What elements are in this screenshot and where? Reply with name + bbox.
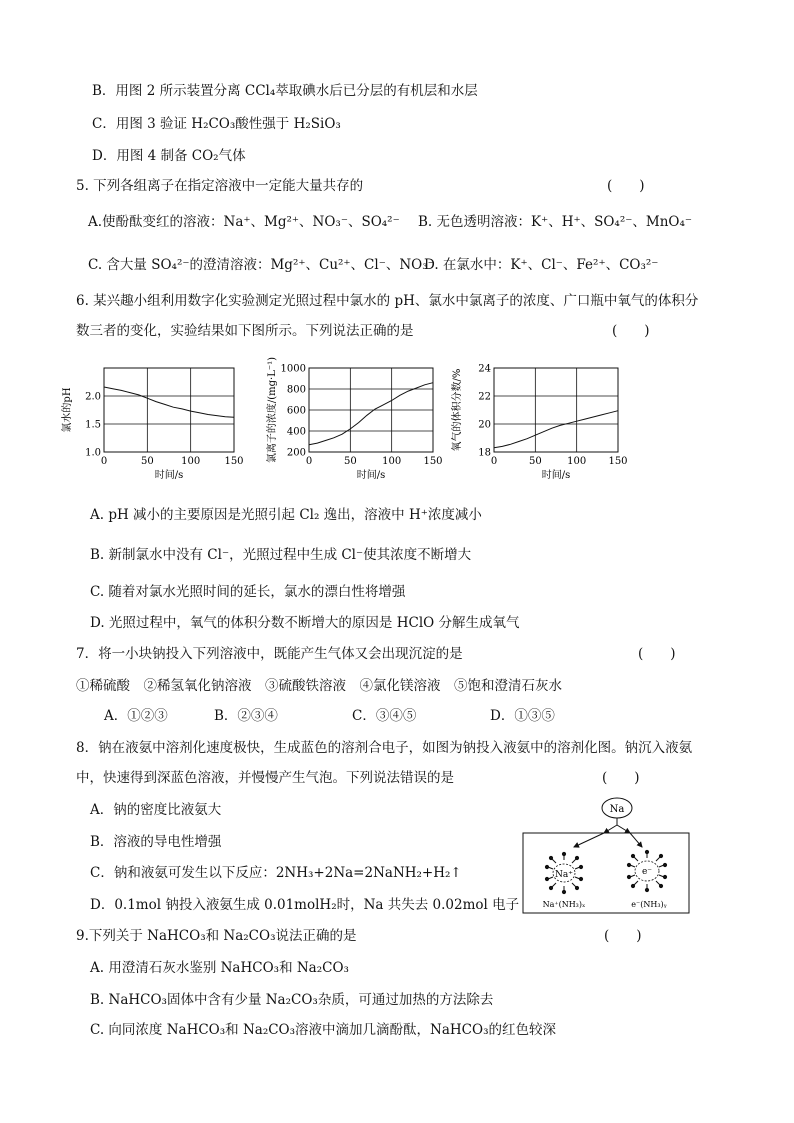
chart-1-series-line [104, 387, 234, 417]
chart-2-y-tick: 600 [286, 405, 306, 417]
q7-option-c: C．③④⑤ [352, 708, 417, 724]
q9-option-c: C. 向同浓度 NaHCO₃和 Na₂CO₃溶液中滴加几滴酚酞，NaHCO₃的红色较深 [90, 1022, 556, 1038]
na-atom-label: Na [609, 804, 625, 815]
electron-label: e⁻ [641, 867, 653, 877]
chart-1-y-tick: 2.0 [85, 391, 101, 403]
q7-option-a: A．①②③ [104, 708, 168, 724]
q7-items: ①稀硫酸 ②稀氢氧化钠溶液 ③硫酸铁溶液 ④氯化镁溶液 ⑤饱和澄清石灰水 [76, 678, 562, 694]
q7-option-d: D．①③⑤ [490, 708, 555, 724]
q4-option-b: B．用图 2 所示装置分离 CCl₄萃取碘水后已分层的有机层和水层 [92, 83, 478, 99]
chart-2-y-tick: 200 [286, 447, 306, 459]
q8-stem-line1: 8．钠在液氨中溶剂化速度极快，生成蓝色的溶剂合电子，如图为钠投入液氨中的溶剂化图。钠沉入液氨 [76, 740, 693, 756]
q8-option-d: D．0.1mol 钠投入液氨生成 0.01molH₂时，Na 共失去 0.02mol 电子 [90, 897, 520, 913]
chart-2-x-tick: 150 [423, 456, 443, 467]
q8-stem-line2: 中，快速得到深蓝色溶液，并慢慢产生气泡。下列说法错误的是 [76, 770, 454, 786]
q5-stem: 5. 下列各组离子在指定溶液中一定能大量共存的 [76, 178, 364, 194]
chart-1-frame [104, 368, 234, 452]
chart-2-x-tick: 0 [305, 456, 313, 467]
chart-2-y-label: 氯离子的浓度/(mg·L⁻¹) [267, 356, 278, 464]
q6-option-a: A. pH 减小的主要原因是光照引起 Cl₂ 逸出，溶液中 H⁺浓度减小 [90, 507, 482, 523]
q7-stem: 7．将一小块钠投入下列溶液中，既能产生气体又会出现沉淀的是 [76, 646, 463, 662]
chart-1-x-tick: 0 [100, 456, 108, 467]
q5-option-b: B. 无色透明溶液：K⁺、H⁺、SO₄²⁻、MnO₄⁻ [418, 214, 693, 230]
chart-3-frame [494, 368, 618, 452]
q6-charts [0, 350, 794, 490]
q9-option-a: A. 用澄清石灰水鉴别 NaHCO₃和 Na₂CO₃ [90, 960, 349, 976]
chart-3-x-label: 时间/s [541, 470, 571, 481]
chart-1-x-tick: 150 [224, 456, 244, 467]
q9-option-b: B. NaHCO₃固体中含有少量 Na₂CO₃杂质，可通过加热的方法除去 [90, 992, 494, 1008]
q5-option-a: A.使酚酞变红的溶液：Na⁺、Mg²⁺、NO₃⁻、SO₄²⁻ [88, 214, 400, 230]
chart-2-x-tick: 50 [343, 456, 357, 467]
chart-1-x-tick: 100 [181, 456, 201, 467]
q6-option-b: B. 新制氯水中没有 Cl⁻，光照过程中生成 Cl⁻使其浓度不断增大 [90, 547, 472, 563]
q9-stem: 9.下列关于 NaHCO₃和 Na₂CO₃说法正确的是 [76, 928, 357, 944]
q5-option-d: D. 在氯水中：K⁺、Cl⁻、Fe²⁺、CO₃²⁻ [424, 257, 659, 273]
chart-1-y-tick: 1.0 [85, 447, 101, 459]
arrow-right [617, 825, 630, 833]
chart-3-y-tick: 20 [478, 419, 491, 431]
chart-1-y-label: 氯水的pH [62, 387, 73, 433]
q5-answer-paren: ( ) [607, 178, 645, 194]
q4-option-c: C．用图 3 验证 H₂CO₃酸性强于 H₂SiO₃ [92, 116, 341, 132]
chart-3-x-tick: 50 [528, 456, 542, 467]
chart-3-x-tick: 150 [608, 456, 628, 467]
q6-answer-paren: ( ) [612, 323, 650, 339]
chart-1-x-label: 时间/s [154, 470, 184, 481]
chart-3-y-tick: 22 [478, 391, 491, 403]
chart-2-y-tick: 1000 [280, 363, 306, 375]
chart-3-x-tick: 0 [490, 456, 498, 467]
q9-answer-paren: ( ) [604, 928, 642, 944]
chart-1-y-tick: 1.5 [85, 419, 101, 431]
chart-3-x-tick: 100 [567, 456, 587, 467]
q8-option-b: B．溶液的导电性增强 [90, 834, 222, 850]
chart-2-x-label: 时间/s [356, 470, 386, 481]
chart-2-x-tick: 100 [382, 456, 402, 467]
arrow-left [604, 825, 617, 833]
chart-1-x-tick: 50 [140, 456, 154, 467]
chart-3-series-line [494, 411, 618, 448]
q8-option-c: C．钠和液氨可发生以下反应：2NH₃+2Na=2NaNH₂+H₂↑ [90, 865, 462, 881]
q7-answer-paren: ( ) [638, 646, 676, 662]
na-ammonia-label: Na⁺(NH₃)ₓ [542, 900, 586, 909]
q6-stem-line2: 数三者的变化，实验结果如下图所示。下列说法正确的是 [76, 323, 414, 339]
chart-3-y-label: 氧气的体积分数/% [452, 368, 463, 452]
na-ion-label: Na⁺ [555, 870, 573, 880]
q6-option-d: D. 光照过程中，氧气的体积分数不断增大的原因是 HClO 分解生成氧气 [90, 615, 520, 631]
chart-3-y-tick: 18 [478, 447, 491, 459]
q8-solvation-figure [522, 797, 692, 915]
q8-option-a: A．钠的密度比液氨大 [90, 802, 222, 818]
chart-2-y-tick: 400 [286, 426, 306, 438]
electron-ammonia-label: e⁻(NH₃)ᵧ [631, 900, 667, 909]
q6-stem-line1: 6. 某兴趣小组利用数字化实验测定光照过程中氯水的 pH、氯水中氯离子的浓度、广口瓶中氧气的体积分 [76, 293, 699, 309]
q6-option-c: C. 随着对氯水光照时间的延长，氯水的漂白性将增强 [90, 584, 406, 600]
chart-2-y-tick: 800 [286, 384, 306, 396]
chart-3-y-tick: 24 [478, 363, 491, 375]
q5-option-c: C. 含大量 SO₄²⁻的澄清溶液：Mg²⁺、Cu²⁺、Cl⁻、NO₃⁻ [88, 257, 435, 273]
q8-answer-paren: ( ) [602, 770, 640, 786]
q4-option-d: D．用图 4 制备 CO₂气体 [92, 148, 246, 164]
chart-2-series-line [309, 383, 433, 445]
q7-option-b: B．②③④ [214, 708, 278, 724]
